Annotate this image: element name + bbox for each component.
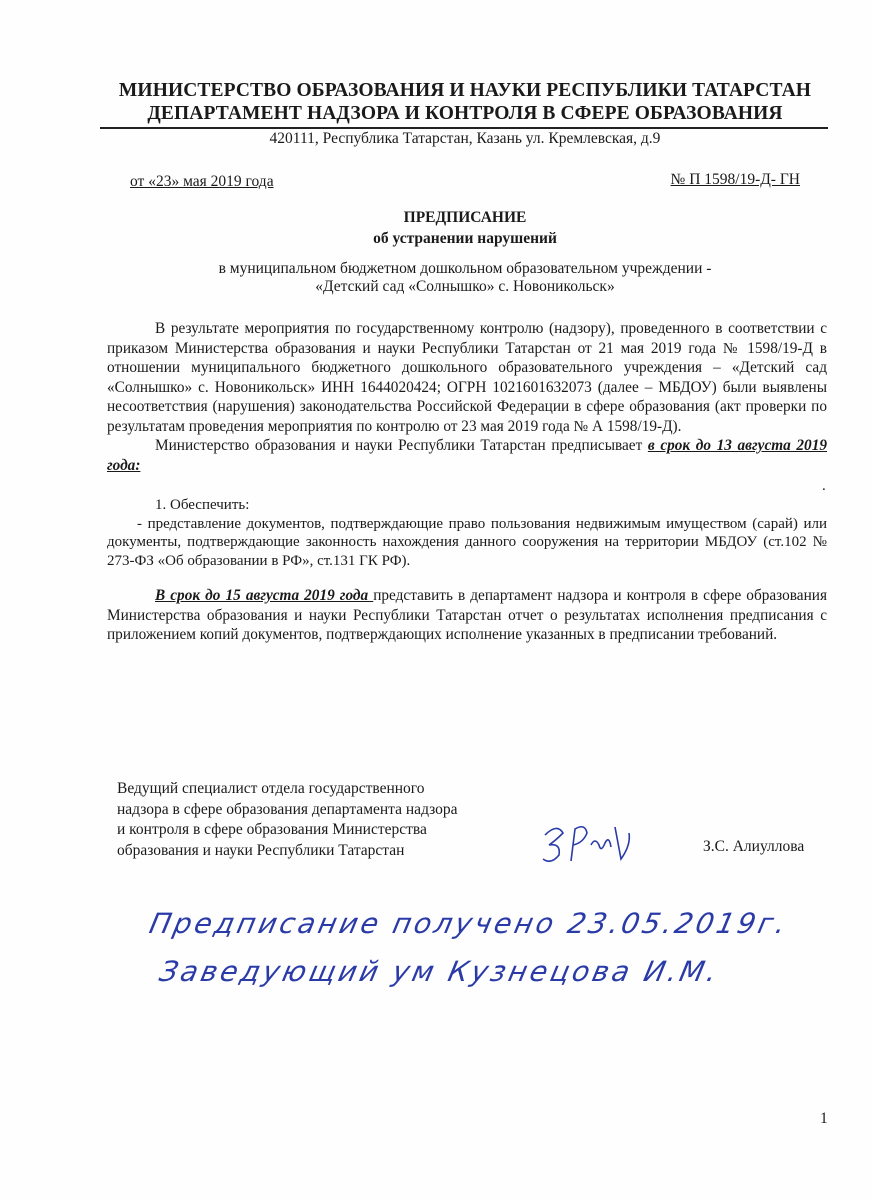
institution-name (100, 260, 830, 296)
signer-position-line-3: и контроля в сфере образования Министерства (117, 821, 427, 838)
margin-dot: . (822, 478, 826, 494)
document-title: ПРЕДПИСАНИЕ (403, 209, 527, 226)
measure-item-text: - представление документов, подтверждающие право пользования недвижимым имуществом (сарай) или документы, подтверждающие законность нахождения данного сооружения на территории МБДОУ (ст.102 № 273-ФЗ «Об образовании в РФ», ст.131 ГК РФ). (107, 515, 827, 569)
report-body-text: представить в департамент надзора и контроля в сфере образования Министерства образования и науки Республики Татарстан отчет о результатах исполнения предписания с приложением копий документов, подтверждающих исполнение указанных в предписании требований. (107, 587, 827, 643)
document-subtitle: об устранении нарушений (373, 230, 557, 247)
measure-item-heading: 1. Обеспечить: (155, 497, 250, 513)
signature-mark (535, 815, 645, 875)
deadline-august-15: В срок до 15 августа 2019 года (155, 587, 374, 604)
department-heading: ДЕПАРТАМЕНТ НАДЗОРА И КОНТРОЛЯ В СФЕРЕ ОБРАЗОВАНИЯ (147, 103, 783, 124)
body-paragraph-1: В результате мероприятия по государственному контролю (надзору), проведенного в соответствии с приказом Министерства образования и науки Республики Татарстан от 21 мая 2019 года № 1598/19-Д в отношении муниципального бюджетного дошкольного образовательного учреждения – «Детский сад «Солнышко» с. Новоникольск» ИНН 1644020424; ОГРН 1021601632073 (далее – МБДОУ) были выявлены несоответствия (нарушения) законодательства Российской Федерации в сфере образования (акт проверки по результатам проведения мероприятия по контролю от 23 мая 2019 года № А 1598/19-Д). (107, 320, 827, 435)
signer-position-line-2: надзора в сфере образования департамента надзора (117, 800, 458, 818)
body-section (107, 319, 827, 475)
report-section (107, 586, 827, 645)
document-date: от «23» мая 2019 года (130, 173, 274, 190)
institution-line-1: в муниципальном бюджетном дошкольном образовательном учреждении - (218, 260, 712, 277)
signer-position-line-4: образования и науки Республики Татарстан (117, 841, 405, 859)
handwritten-recipient-note: Заведующий ум Кузнецова И.М. (156, 955, 723, 988)
signer-position-line-1: Ведущий специалист отдела государственного (117, 780, 425, 797)
handwritten-receipt-note: Предписание получено 23.05.2019г. (146, 907, 792, 940)
institution-line-2: «Детский сад «Солнышко» с. Новоникольск» (315, 278, 615, 295)
ministry-heading: МИНИСТЕРСТВО ОБРАЗОВАНИЯ И НАУКИ РЕСПУБЛИКИ ТАТАРСТАН (118, 80, 812, 101)
prescribe-text: Министерство образования и науки Республики Татарстан предписывает (155, 437, 648, 454)
document-number: № П 1598/19-Д- ГН (670, 171, 800, 188)
signer-position (117, 779, 517, 861)
deadline-august-13: в срок до 13 августа 2019 года: (107, 437, 827, 474)
page-number: 1 (820, 1110, 828, 1127)
body-paragraph-2 (107, 436, 827, 475)
report-paragraph (107, 586, 827, 645)
measures-list (107, 496, 827, 570)
header-address: 420111, Республика Татарстан, Казань ул. Кремлевская, д.9 (269, 130, 661, 147)
signer-name: З.С. Алиуллова (703, 838, 805, 855)
header-divider (100, 127, 828, 129)
